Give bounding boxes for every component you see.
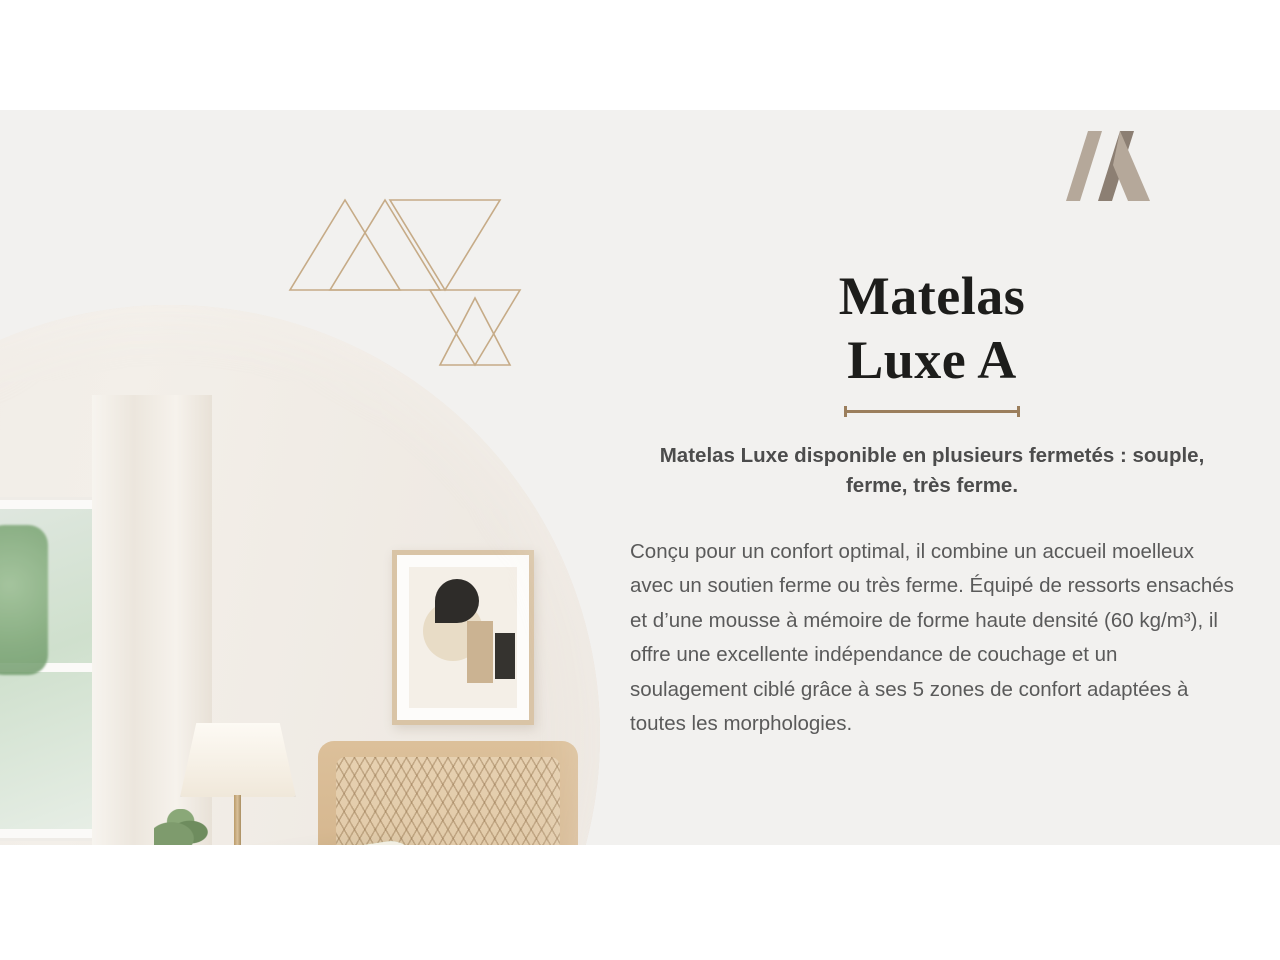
title-divider — [844, 410, 1020, 413]
decorative-triangles — [272, 180, 522, 480]
title-line-1: Matelas — [838, 266, 1026, 326]
subtitle: Matelas Luxe disponible en plusieurs fermetés : souple, ferme, très ferme. — [659, 444, 1205, 498]
text-column — [612, 265, 1252, 742]
brand-logo-m-icon — [1058, 125, 1158, 203]
title-line-2: Luxe A — [847, 329, 1017, 390]
body-paragraph: Conçu pour un confort optimal, il combine un accueil moelleux avec un soutien ferme ou très ferme. Équipé de ressorts ensachés et d’une mousse à mémoire de forme haute densité (60 kg/m³), il offre une excellente indépendance de couchage et un soulagement ciblé grâce à ses 5 zones de confort adaptées à toutes les morphologies. — [630, 539, 1234, 736]
page-title — [612, 265, 1252, 392]
slide-canvas — [0, 110, 1280, 845]
